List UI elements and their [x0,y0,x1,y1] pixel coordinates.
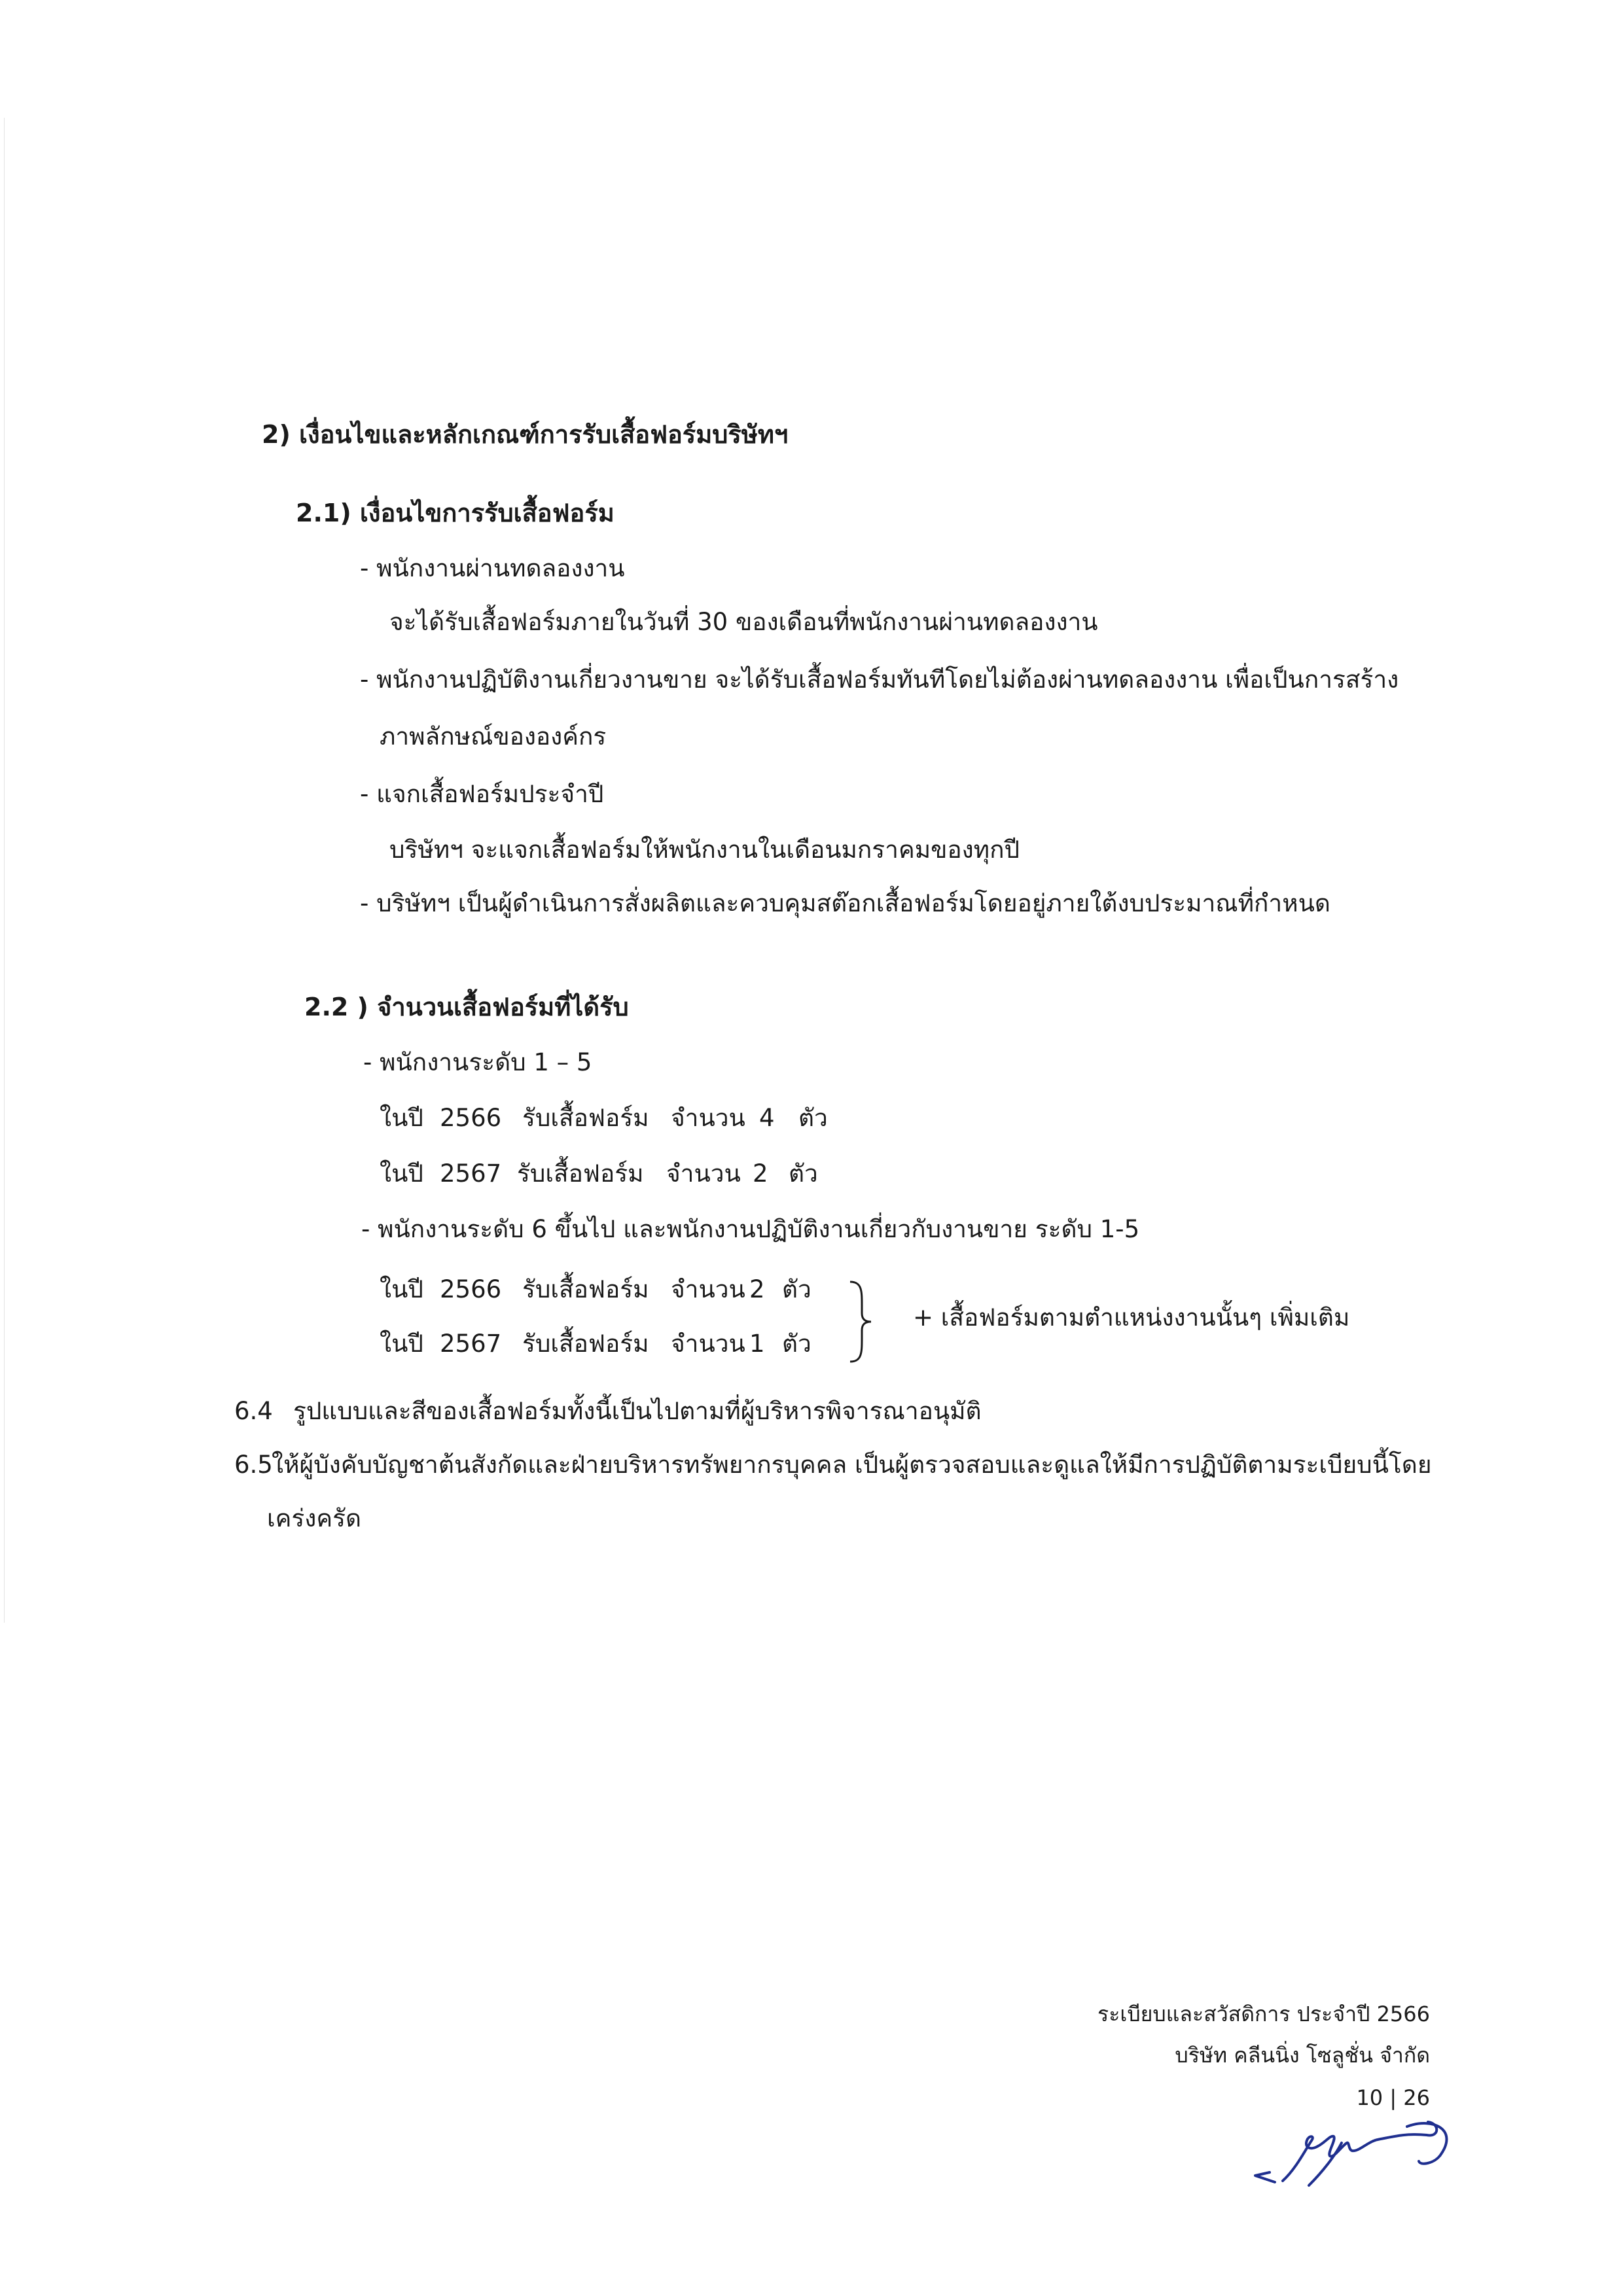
unit-label: ตัว [782,1330,812,1358]
unit-label: ตัว [798,1104,828,1132]
footer-page-number: 10 | 26 [1356,2085,1430,2110]
year-label: ในปี [380,1159,423,1188]
item-number: 6.4 [234,1397,273,1425]
item-number: 6.5 [234,1451,273,1479]
qty-label: จำนวน [671,1104,745,1132]
list-item-detail: จะได้รับเสื้อฟอร์มภายในวันที่ 30 ของเดือนที่พนักงานผ่านทดลองงาน [389,608,1098,636]
receive-label: รับเสื้อฟอร์ม [517,1159,644,1188]
list-item: - พนักงานผ่านทดลองงาน [360,554,625,582]
group-label: - พนักงานระดับ 6 ขึ้นไป และพนักงานปฏิบัติงานเกี่ยวกับงานขาย ระดับ 1-5 [361,1215,1140,1243]
list-item: - บริษัทฯ เป็นผู้ดำเนินการสั่งผลิตและควบคุมสต๊อกเสื้อฟอร์มโดยอยู่ภายใต้งบประมาณที่กำหนด [360,889,1330,917]
item-text-continued: เคร่งครัด [267,1504,361,1532]
receive-label: รับเสื้อฟอร์ม [522,1104,649,1132]
section-2-1-heading: 2.1) เงื่อนไขการรับเสื้อฟอร์ม [296,499,615,527]
year-label: ในปี [380,1330,423,1358]
year-value: 2567 [440,1330,502,1358]
group-label: - พนักงานระดับ 1 – 5 [363,1048,592,1076]
qty-label: จำนวน [671,1275,745,1303]
unit-label: ตัว [782,1275,812,1303]
unit-label: ตัว [789,1159,818,1188]
year-value: 2567 [440,1159,502,1188]
item-text: ให้ผู้บังคับบัญชาต้นสังกัดและฝ่ายบริหารทรัพยากรบุคคล เป็นผู้ตรวจสอบและดูแลให้มีการปฏิบัติตามระเบียบนี้โดย [272,1451,1432,1479]
qty-label: จำนวน [666,1159,741,1188]
qty-value: 2 [753,1159,768,1188]
section-2-2-heading: 2.2 ) จำนวนเสื้อฟอร์มที่ได้รับ [304,993,629,1021]
list-item-detail: ภาพลักษณ์ขององค์กร [380,722,607,751]
qty-label: จำนวน [671,1330,745,1358]
scan-edge-line [4,118,5,1623]
footer-company: บริษัท คลีนนิ่ง โซลูชั่น จำกัด [1175,2043,1430,2068]
additional-uniform-note: + เสื้อฟอร์มตามตำแหน่งงานนั้นๆ เพิ่มเติม [913,1303,1350,1332]
footer-doc-title: ระเบียบและสวัสดิการ ประจำปี 2566 [1097,2002,1430,2026]
receive-label: รับเสื้อฟอร์ม [522,1330,649,1358]
year-value: 2566 [440,1104,502,1132]
signature-icon [1243,2110,1479,2189]
right-brace-icon [847,1279,874,1364]
item-text: รูปแบบและสีของเสื้อฟอร์มทั้งนี้เป็นไปตามที่ผู้บริหารพิจารณาอนุมัติ [293,1397,982,1425]
qty-value: 2 [749,1275,765,1303]
list-item: - แจกเสื้อฟอร์มประจำปี [360,780,604,808]
receive-label: รับเสื้อฟอร์ม [522,1275,649,1303]
list-item-detail: บริษัทฯ จะแจกเสื้อฟอร์มให้พนักงานในเดือนมกราคมของทุกปี [389,836,1020,864]
list-item: - พนักงานปฏิบัติงานเกี่ยวงานขาย จะได้รับเสื้อฟอร์มทันทีโดยไม่ต้องผ่านทดลองงาน เพื่อเป็นการสร้าง [360,665,1399,694]
year-label: ในปี [380,1104,423,1132]
year-label: ในปี [380,1275,423,1303]
qty-value: 1 [749,1330,765,1358]
year-value: 2566 [440,1275,502,1303]
section-2-heading: 2) เงื่อนไขและหลักเกณฑ์การรับเสื้อฟอร์มบริษัทฯ [262,420,789,449]
qty-value: 4 [759,1104,775,1132]
